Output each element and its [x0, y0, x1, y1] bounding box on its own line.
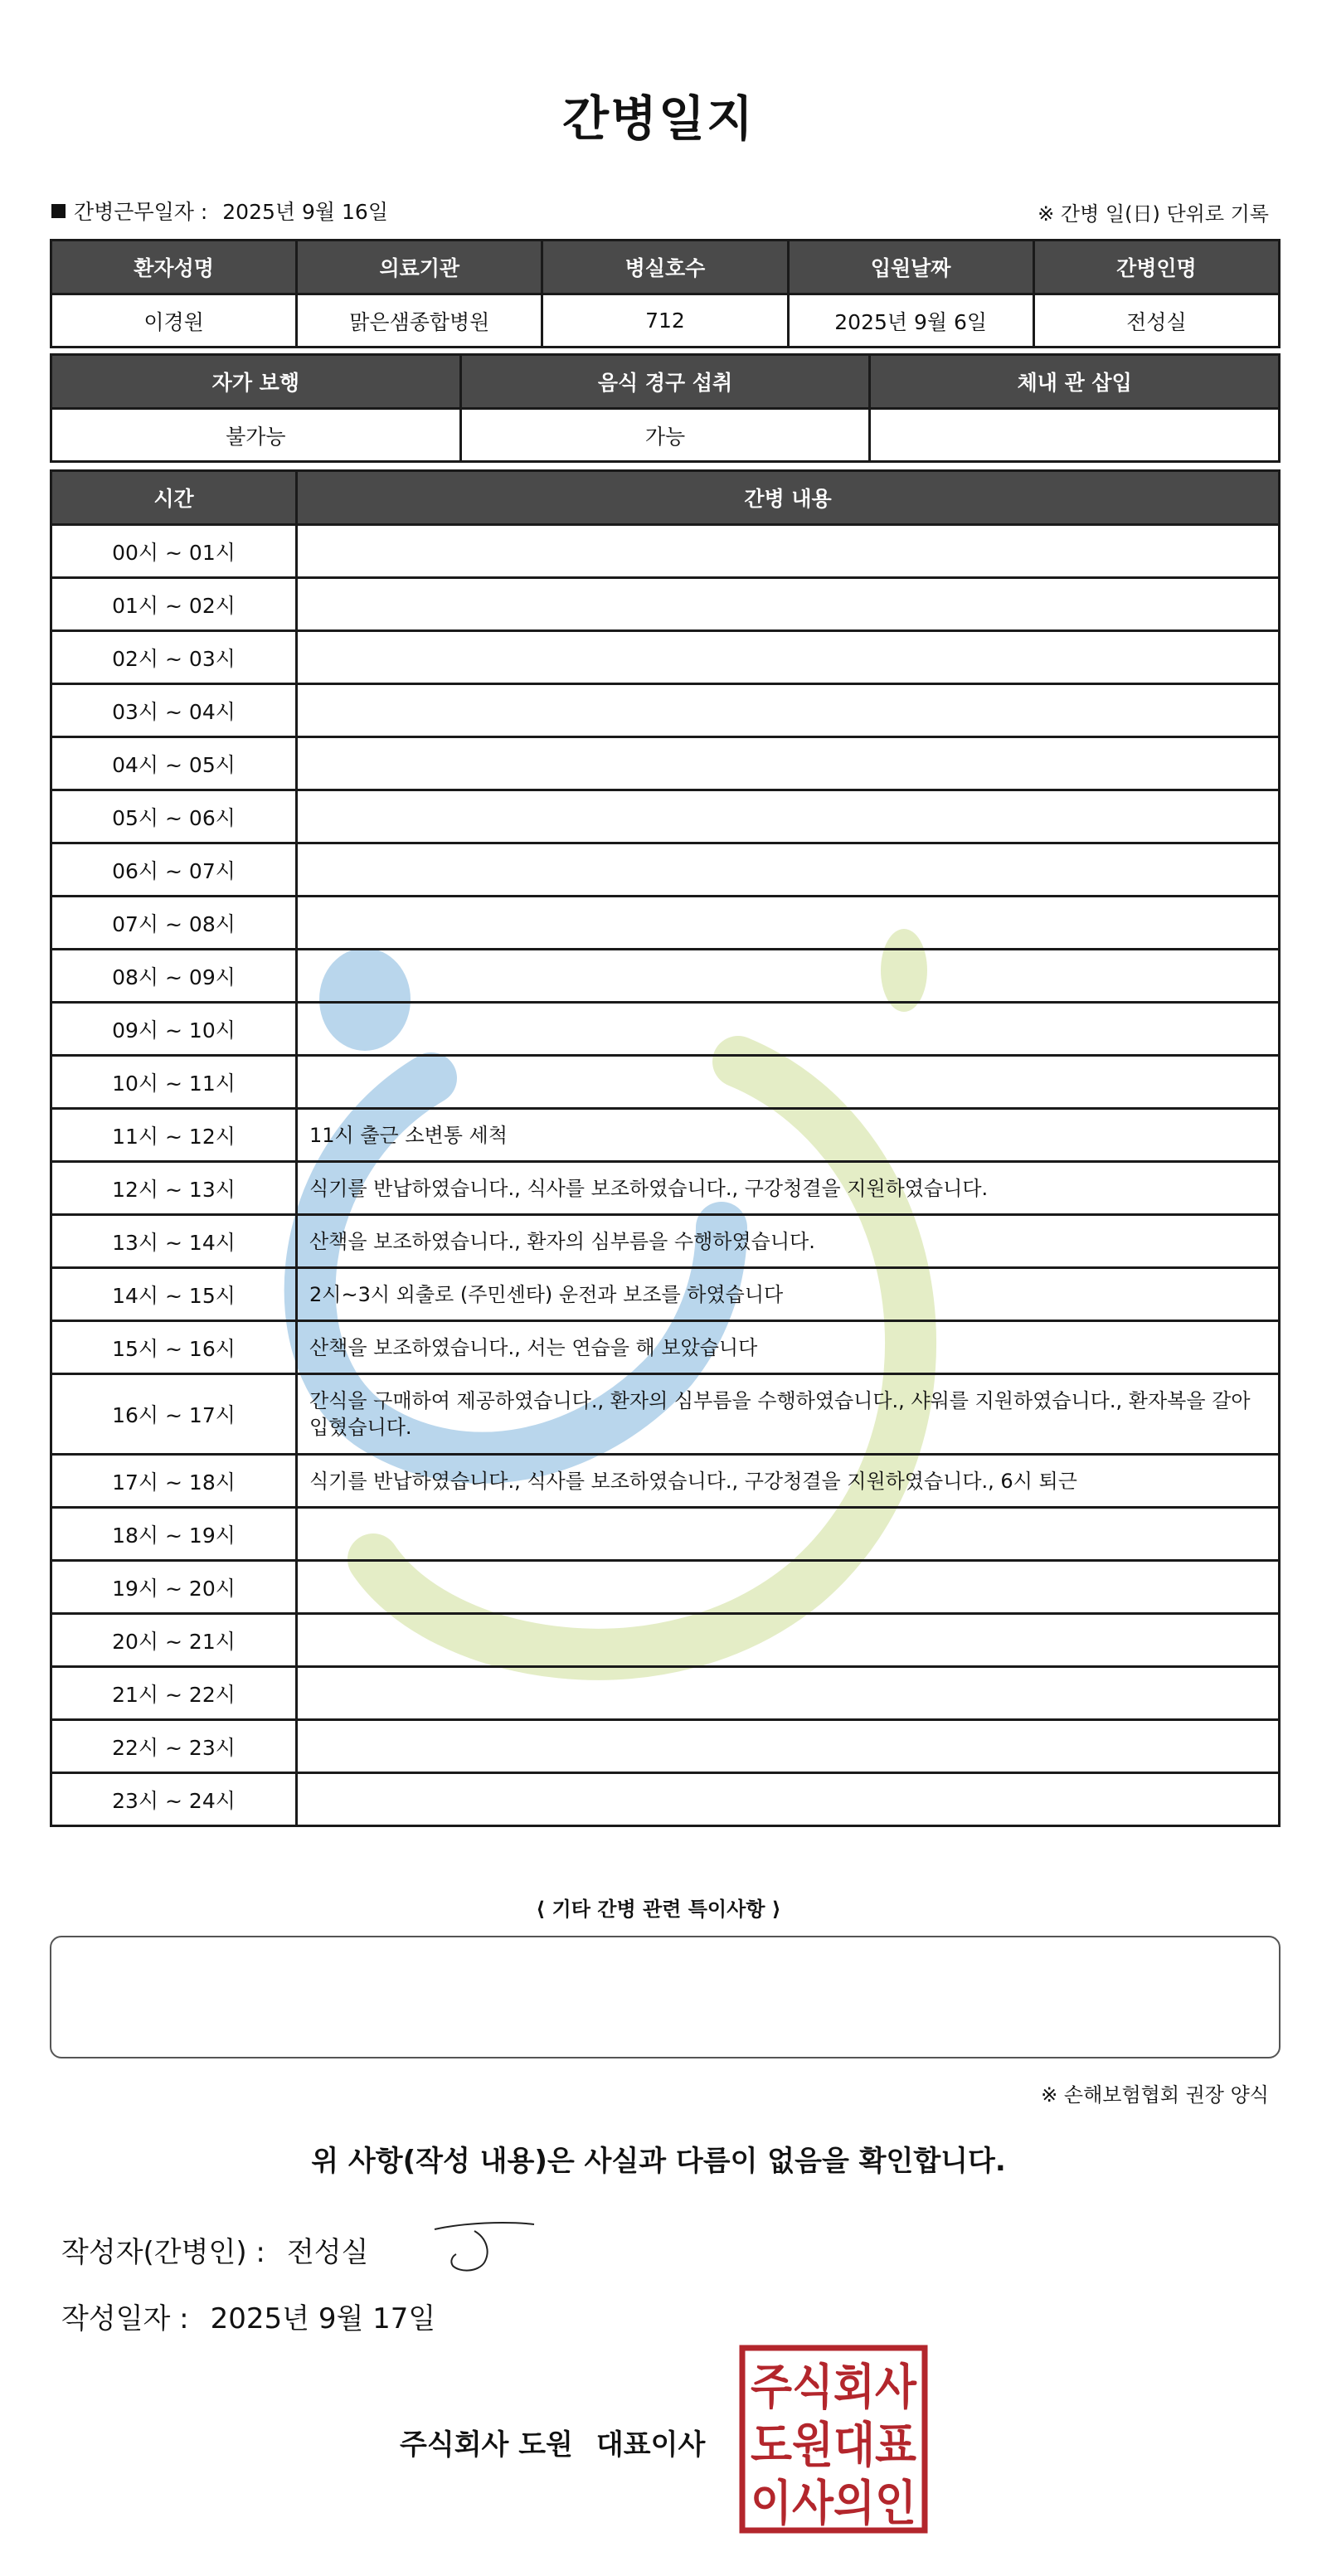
log-time: 14시 ~ 15시: [51, 1268, 297, 1321]
svg-text:이사의인: 이사의인: [751, 2475, 916, 2531]
log-row: [51, 1561, 1280, 1614]
written-date-label: 작성일자 :: [61, 2302, 189, 2335]
writer-label: 작성자(간병인) :: [61, 2236, 265, 2269]
written-date-value: 2025년 9월 17일: [210, 2302, 436, 2335]
log-time: 20시 ~ 21시: [51, 1614, 297, 1667]
log-content: [297, 525, 1280, 578]
page-title: 간병일지: [561, 90, 756, 147]
header-oral-intake: 음식 경구 섭취: [460, 355, 870, 409]
patient-status-table: [50, 353, 1281, 463]
record-note: ※ 간병 일(日) 단위로 기록: [1038, 202, 1269, 226]
log-content: [297, 1056, 1280, 1109]
header-room: 병실호수: [542, 241, 788, 294]
log-content: [297, 843, 1280, 897]
log-content: [297, 684, 1280, 737]
log-row: [51, 1162, 1280, 1215]
company-name: 주식회사 도원: [400, 2428, 573, 2462]
log-row: [51, 1773, 1280, 1826]
confirmation-statement: 위 사항(작성 내용)은 사실과 다름이 없음을 확인합니다.: [311, 2145, 1006, 2178]
log-row: [51, 1268, 1280, 1321]
log-row: [51, 578, 1280, 631]
log-row: [51, 950, 1280, 1003]
log-time: 11시 ~ 12시: [51, 1109, 297, 1162]
notes-box: [50, 1936, 1281, 2058]
room-number: 712: [542, 294, 788, 348]
patient-name: 이경원: [51, 294, 297, 348]
self-walking-value: 불가능: [51, 409, 461, 462]
written-date-line: [61, 2296, 435, 2336]
log-content: [297, 1508, 1280, 1561]
log-content: [297, 1773, 1280, 1826]
log-content: [297, 737, 1280, 790]
log-time: 06시 ~ 07시: [51, 843, 297, 897]
company-seal-stamp: [738, 2344, 929, 2535]
log-content: [297, 790, 1280, 843]
log-row: [51, 843, 1280, 897]
log-row: [51, 737, 1280, 790]
log-content: 산책을 보조하였습니다., 서는 연습을 해 보았습니다: [297, 1321, 1280, 1374]
form-source-note: ※ 손해보험협회 권장 양식: [1041, 2083, 1269, 2107]
log-time: 16시 ~ 17시: [51, 1374, 297, 1455]
log-content: [297, 1561, 1280, 1614]
log-row: [51, 1321, 1280, 1374]
log-content: 간식을 구매하여 제공하였습니다., 환자의 심부름을 수행하였습니다., 샤워를 지원하였습니다., 환자복을 갈아입혔습니다.: [297, 1374, 1280, 1455]
header-time: 시간: [51, 471, 297, 525]
header-care-content: 간병 내용: [297, 471, 1280, 525]
hospital-name: 맑은샘종합병원: [297, 294, 542, 348]
header-admission-date: 입원날짜: [788, 241, 1033, 294]
header-hospital: 의료기관: [297, 241, 542, 294]
log-row: [51, 1455, 1280, 1508]
log-row: [51, 1667, 1280, 1720]
log-time: 19시 ~ 20시: [51, 1561, 297, 1614]
patient-info-table: [50, 239, 1281, 348]
square-bullet-icon: [51, 204, 66, 218]
header-caregiver: 간병인명: [1033, 241, 1279, 294]
log-row: [51, 631, 1280, 684]
log-content: [297, 631, 1280, 684]
log-row: [51, 1508, 1280, 1561]
work-date-value: 2025년 9월 16일: [222, 200, 388, 224]
log-time: 02시 ~ 03시: [51, 631, 297, 684]
work-date-label: 간병근무일자 :: [74, 200, 208, 224]
log-time: 00시 ~ 01시: [51, 525, 297, 578]
tube-insertion-value: [870, 409, 1280, 462]
caregiver-name: 전성실: [1033, 294, 1279, 348]
log-content: [297, 1720, 1280, 1773]
log-time: 12시 ~ 13시: [51, 1162, 297, 1215]
work-date: [51, 196, 388, 226]
log-content: [297, 950, 1280, 1003]
log-time: 18시 ~ 19시: [51, 1508, 297, 1561]
log-content: [297, 897, 1280, 950]
log-time: 01시 ~ 02시: [51, 578, 297, 631]
header-tube-insertion: 체내 관 삽입: [870, 355, 1280, 409]
log-row: [51, 1056, 1280, 1109]
company-title: 대표이사: [595, 2428, 706, 2462]
log-row: [51, 1109, 1280, 1162]
writer-name: 전성실: [286, 2236, 369, 2269]
log-row: [51, 1003, 1280, 1056]
log-content: 식기를 반납하였습니다., 식사를 보조하였습니다., 구강청결을 지원하였습니다., 6시 퇴근: [297, 1455, 1280, 1508]
header-self-walking: 자가 보행: [51, 355, 461, 409]
svg-text:주식회사: 주식회사: [751, 2359, 917, 2415]
care-log-table: [50, 469, 1281, 1827]
log-content: [297, 1003, 1280, 1056]
log-content: 2시~3시 외출로 (주민센타) 운전과 보조를 하였습니다: [297, 1268, 1280, 1321]
handwritten-signature: [431, 2218, 539, 2284]
log-content: 산책을 보조하였습니다., 환자의 심부름을 수행하였습니다.: [297, 1215, 1280, 1268]
log-time: 07시 ~ 08시: [51, 897, 297, 950]
log-time: 17시 ~ 18시: [51, 1455, 297, 1508]
oral-intake-value: 가능: [460, 409, 870, 462]
log-content: 식기를 반납하였습니다., 식사를 보조하였습니다., 구강청결을 지원하였습니다.: [297, 1162, 1280, 1215]
log-content: [297, 1614, 1280, 1667]
log-row: [51, 1614, 1280, 1667]
log-row: [51, 525, 1280, 578]
writer-line: [61, 2229, 368, 2270]
log-row: [51, 1374, 1280, 1455]
log-time: 22시 ~ 23시: [51, 1720, 297, 1773]
log-row: [51, 1720, 1280, 1773]
log-time: 04시 ~ 05시: [51, 737, 297, 790]
log-row: [51, 684, 1280, 737]
log-time: 03시 ~ 04시: [51, 684, 297, 737]
header-patient-name: 환자성명: [51, 241, 297, 294]
log-time: 13시 ~ 14시: [51, 1215, 297, 1268]
log-content: 11시 출근 소변통 세척: [297, 1109, 1280, 1162]
log-row: [51, 1215, 1280, 1268]
log-row: [51, 790, 1280, 843]
log-content: [297, 578, 1280, 631]
log-time: 05시 ~ 06시: [51, 790, 297, 843]
company-line: [400, 2422, 705, 2462]
admission-date: 2025년 9월 6일: [788, 294, 1033, 348]
log-time: 15시 ~ 16시: [51, 1321, 297, 1374]
log-content: [297, 1667, 1280, 1720]
log-time: 09시 ~ 10시: [51, 1003, 297, 1056]
svg-text:도원대표: 도원대표: [751, 2417, 916, 2473]
log-time: 21시 ~ 22시: [51, 1667, 297, 1720]
log-time: 10시 ~ 11시: [51, 1056, 297, 1109]
log-time: 08시 ~ 09시: [51, 950, 297, 1003]
notes-label: ⟨ 기타 간병 관련 특이사항 ⟩: [536, 1898, 781, 1921]
log-row: [51, 897, 1280, 950]
log-time: 23시 ~ 24시: [51, 1773, 297, 1826]
